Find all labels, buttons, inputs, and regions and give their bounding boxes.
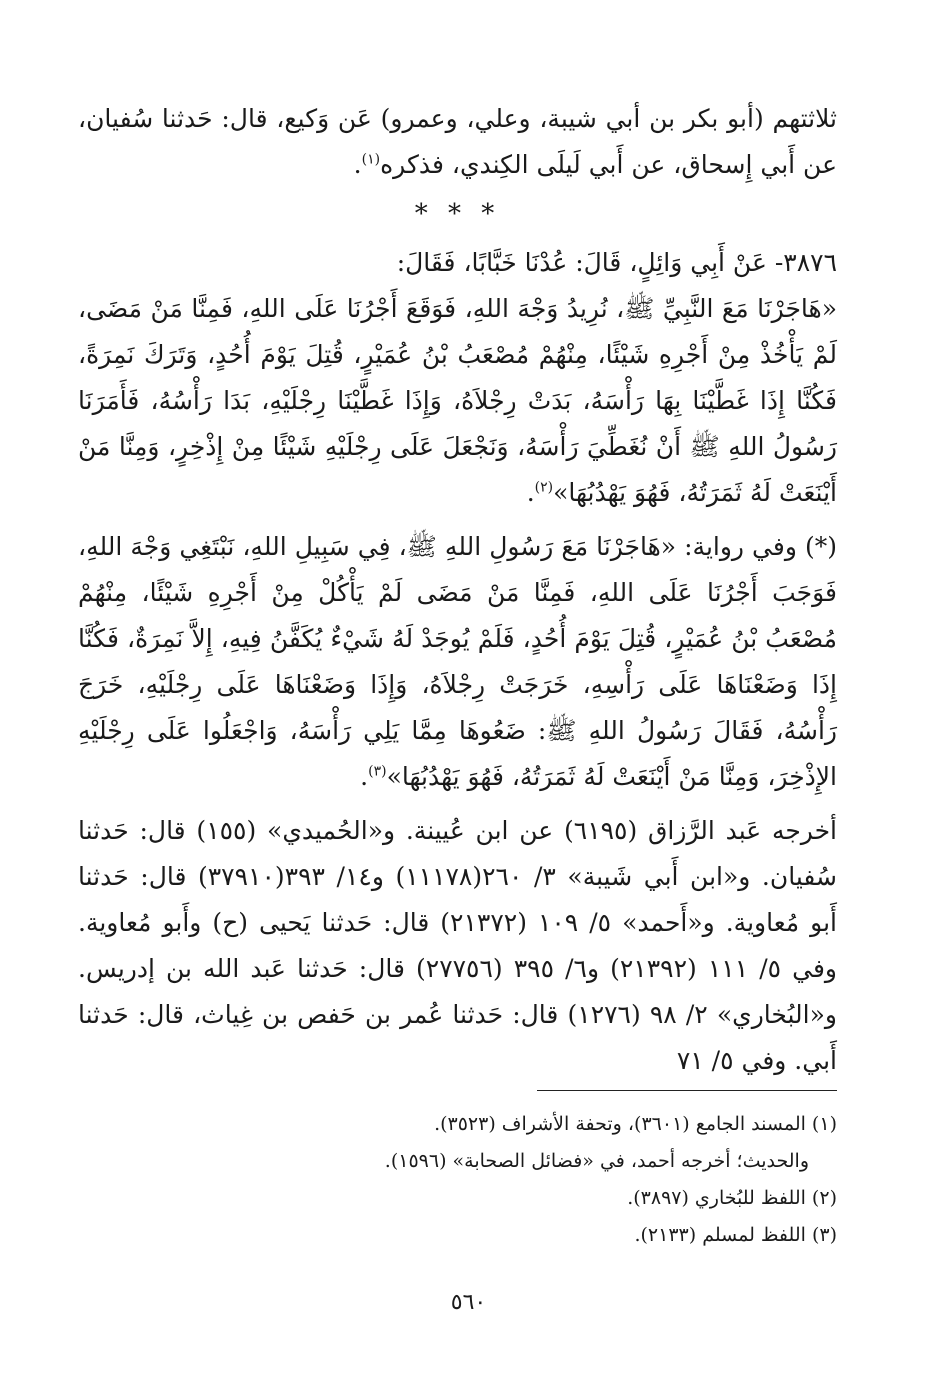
section-separator: * * *: [414, 199, 501, 229]
intro-end: .: [353, 150, 362, 179]
intro-paragraph: [78, 96, 837, 188]
takhrij-paragraph: أخرجه عَبد الرَّزاق (٦١٩٥) عن ابن عُيينة. و«الحُميدي» (١٥٥) قال: حَدثنا سُفيان. و«ابن أَبي شَيبة» ٣/ ٢٦٠(١١١٧٨) و١٤/ ٣٩٣(٣٧٩١٠) قال: حَدثنا أَبو مُعاوية. و«أَحمد» ٥/ ١٠٩ (٢١٣٧٢) قال: حَدثنا يَحيى (ح) وأَبو مُعاوية. وفي ٥/ ١١١ (٢١٣٩٢) و٦/ ٣٩٥ (٢٧٧٥٦) قال: حَدثنا عَبد الله بن إدريس. و«البُخاري» ٢/ ٩٨ (١٢٧٦) قال: حَدثنا عُمر بن حَفص بن غِياث، قال: حَدثنا أَبي. وفي ٥/ ٧١: [78, 816, 838, 1075]
page-number: ٥٦٠: [450, 1290, 487, 1315]
hadith-body-text: «هَاجَرْنَا مَعَ النَّبِيِّ ﷺ، نُرِيدُ وَجْهَ اللهِ، فَوَقَعَ أَجْرُنَا عَلَى اللهِ، فَمِنَّا مَنْ مَضَى، لَمْ يَأْخُذْ مِنْ أَجْرِهِ شَيْئًا، مِنْهُمْ مُصْعَبُ بْنُ عُمَيْرٍ، قُتِلَ يَوْمَ أُحُدٍ، وَتَرَكَ نَمِرَةً، فَكُنَّا إِذَا غَطَّيْنَا بِهَا رَأْسَهُ، بَدَتْ رِجْلاَهُ، وَإِذَا غَطَّيْنَا رِجْلَيْهِ، بَدَا رَأْسُهُ، فَأَمَرَنَا رَسُولُ اللهِ ﷺ أَنْ نُغَطِّيَ رَأْسَهُ، وَنَجْعَلَ عَلَى رِجْلَيْهِ شَيْئًا مِنْ إِذْخِرٍ، وَمِنَّا مَنْ أَيْنَعَتْ لَهُ ثَمَرَتُهُ، فَهُوَ يَهْدُبُهَا»: [78, 294, 837, 507]
footnote-1-continuation: والحديث؛ أخرجه أحمد، في «فضائل الصحابة» (١٥٩٦).: [384, 1150, 809, 1172]
footnote-ref-1[interactable]: (١): [361, 151, 381, 168]
footnotes-section: [77, 1106, 837, 1254]
hadith-text: [78, 286, 837, 516]
footnote-1: (١) المسند الجامع (٣٦٠١)، وتحفة الأشراف (٣٥٢٣).: [434, 1113, 837, 1135]
footnote-ref-2[interactable]: (٢): [534, 479, 554, 496]
hadith-heading: ٣٨٧٦- عَنْ أَبِي وَائِلٍ، قَالَ: عُدْنَا خَبَّابًا، فَقَالَ:: [396, 248, 837, 277]
footnote-divider: [537, 1090, 837, 1091]
footnote-2: (٢) اللفظ للبُخاري (٣٨٩٧).: [627, 1187, 837, 1209]
hadith-end: .: [526, 478, 535, 507]
footnote-3: (٣) اللفظ لمسلم (٢١٣٣).: [634, 1224, 837, 1246]
variant-narration: [78, 524, 837, 800]
intro-text: ثلاثتهم (أبو بكر بن أبي شيبة، وعلي، وعمرو) عَن وَكيع، قال: حَدثنا سُفيان، عن أَبي إِسحاق، عن أَبي لَيلَى الكِندي، فذكره: [78, 104, 837, 179]
footnote-ref-3[interactable]: (٣): [368, 763, 387, 780]
variant-text: (*) وفي رواية: «هَاجَرْنَا مَعَ رَسُولِ اللهِ ﷺ، فِي سَبِيلِ اللهِ، نَبْتَغِي وَجْهَ اللهِ، فَوَجَبَ أَجْرُنَا عَلَى اللهِ، فَمِنَّا مَنْ مَضَى لَمْ يَأْكُلْ مِنْ أَجْرِهِ شَيْئًا، مِنْهُمْ مُصْعَبُ بْنُ عُمَيْرٍ، قُتِلَ يَوْمَ أُحُدٍ، فَلَمْ يُوجَدْ لَهُ شَيْءٌ يُكَفَّنُ فِيهِ، إِلاَّ نَمِرَةٌ، فَكُنَّا إِذَا وَضَعْنَاهَا عَلَى رَأْسِهِ، خَرَجَتْ رِجْلاَهُ، وَإِذَا وَضَعْنَاهَا عَلَى رِجْلَيْهِ، خَرَجَ رَأْسُهُ، فَقَالَ رَسُولُ اللهِ ﷺ: ضَعُوهَا مِمَّا يَلِي رَأْسَهُ، وَاجْعَلُوا عَلَى رِجْلَيْهِ الإِذْخِرَ، وَمِنَّا مَنْ أَيْنَعَتْ لَهُ ثَمَرَتُهُ، فَهُوَ يَهْدُبُهَا»: [78, 532, 837, 791]
variant-end: .: [360, 762, 369, 791]
